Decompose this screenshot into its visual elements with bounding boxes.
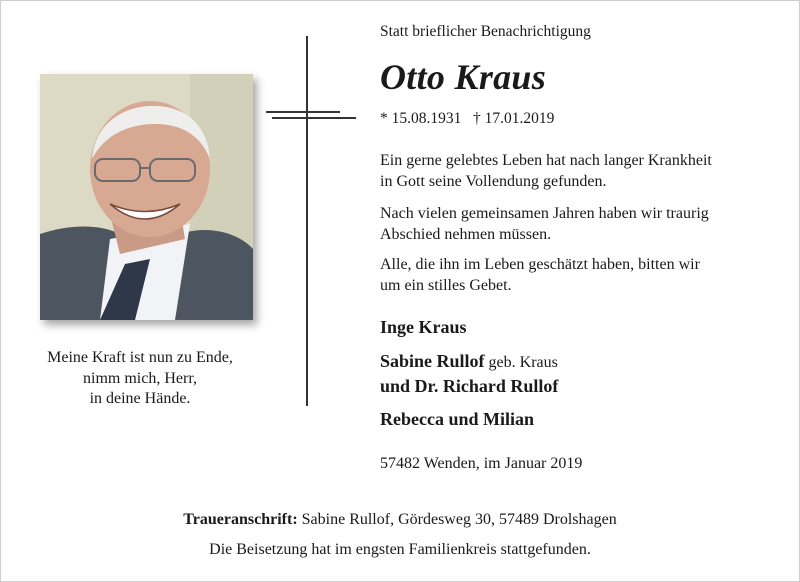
address-text: Sabine Rullof, Gördesweg 30, 57489 Drolshagen <box>297 511 617 528</box>
birth-date: * 15.08.1931 <box>380 110 462 127</box>
quote-block <box>20 348 260 410</box>
mourning-address <box>0 511 800 529</box>
death-date: † 17.01.2019 <box>473 110 555 127</box>
mourner-name: Rebecca und Milian <box>380 409 535 429</box>
burial-note: Die Beisetzung hat im engsten Familienkreis stattgefunden. <box>209 541 591 558</box>
mourner-name: Inge Kraus <box>380 317 467 337</box>
paragraph-line: Nach vielen gemeinsamen Jahren haben wir traurig <box>380 205 709 222</box>
address-label: Traueranschrift: <box>183 511 298 528</box>
paragraph-line: Abschied nehmen müssen. <box>380 226 552 243</box>
cross-vertical <box>306 36 308 406</box>
place-date: 57482 Wenden, im Januar 2019 <box>380 455 583 472</box>
header-text: Statt brieflicher Benachrichtigung <box>380 23 591 40</box>
quote-line: in deine Hände. <box>89 390 191 407</box>
mourner-name <box>380 351 558 373</box>
cross-horizontal-left <box>266 111 340 113</box>
paragraph-line: um ein stilles Gebet. <box>380 277 512 294</box>
mourner-name-primary: Sabine Rullof <box>380 351 485 371</box>
quote-line: Meine Kraft ist nun zu Ende, <box>47 349 233 366</box>
paragraph-line: Alle, die ihn im Leben geschätzt haben, bitten wir <box>380 256 700 273</box>
deceased-name: Otto Kraus <box>380 57 547 97</box>
paragraph-line: Ein gerne gelebtes Leben hat nach langer Krankheit <box>380 152 712 169</box>
cross-horizontal-right <box>272 117 356 119</box>
mourner-name: und Dr. Richard Rullof <box>380 376 559 396</box>
portrait-photo <box>40 74 253 320</box>
life-dates <box>380 110 554 128</box>
mourner-name-suffix: geb. Kraus <box>484 354 558 371</box>
paragraph-line: in Gott seine Vollendung gefunden. <box>380 173 607 190</box>
paragraph <box>380 150 712 192</box>
quote-line: nimm mich, Herr, <box>83 369 197 387</box>
paragraph <box>380 203 709 245</box>
paragraph <box>380 254 700 296</box>
